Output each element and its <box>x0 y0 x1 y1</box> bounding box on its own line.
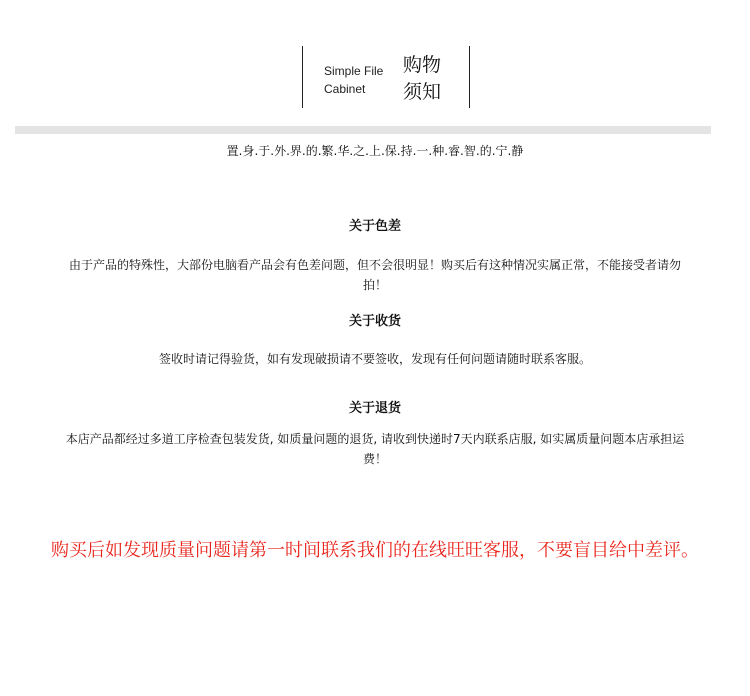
header-chinese-title <box>403 52 441 106</box>
shopping-notice-header <box>302 46 470 108</box>
section-body-returns: 本店产品都经过多道工序检查包装发货, 如质量问题的退货, 请收到快递时7天内联系店服, 如实属质量问题本店承担运费！ <box>65 432 685 466</box>
header-english-line-1: Simple File <box>324 64 384 78</box>
header-chinese-line-1: 购物 <box>403 54 442 76</box>
section-divider-bar <box>15 126 711 134</box>
header-english-title <box>324 62 383 98</box>
section-title-receiving: 关于收货 <box>348 314 401 329</box>
header-chinese-line-2: 须知 <box>403 81 442 103</box>
section-body-receiving: 签收时请记得验货，如有发现破损请不要签收，发现有任何问题请随时联系客服。 <box>158 352 591 366</box>
tagline: 置.身.于.外.界.的.繁.华.之.上.保.持.一.种.睿.智.的.宁.静 <box>226 144 524 158</box>
header-english-line-2: Cabinet <box>324 82 366 96</box>
section-body-color-difference: 由于产品的特殊性，大部份电脑看产品会有色差问题，但不会很明显！购买后有这种情况实属正常，不能接受者请勿拍！ <box>68 258 681 292</box>
section-title-color-difference: 关于色差 <box>348 219 401 234</box>
warning-notice: 购买后如发现质量问题请第一时间联系我们的在线旺旺客服，不要盲目给中差评。 <box>51 540 699 561</box>
section-title-returns: 关于退货 <box>348 401 401 416</box>
